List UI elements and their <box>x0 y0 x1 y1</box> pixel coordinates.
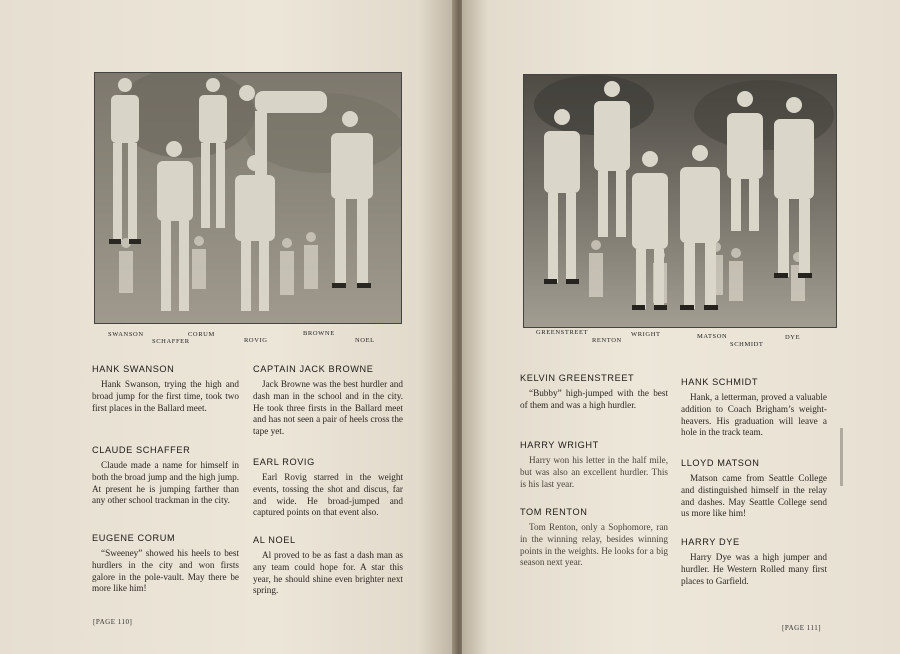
page-number-right: [PAGE 111] <box>782 624 822 632</box>
entry-name: AL NOEL <box>253 535 296 545</box>
entry-text: Harry won his letter in the half mile, but was also an excellent hurdler. This is his last year. <box>520 455 668 489</box>
entry-eugene-corum <box>92 533 239 595</box>
page-number-left: [PAGE 110] <box>93 618 133 626</box>
entry-al-noel <box>253 535 403 597</box>
entry-text: Hank Swanson, trying the high and broad jump for the first time, took two first places in the Ballard meet. <box>92 379 239 413</box>
caption-schaffer: SCHAFFER <box>152 338 190 345</box>
entry-text: Jack Browne was the best hurdler and dash man in the school and in the city. He took three firsts in the Ballard meet and has not seen a pair of heels cross the tape yet. <box>253 379 403 437</box>
caption-corum: CORUM <box>188 331 215 338</box>
entry-text: Matson came from Seattle College and distinguished himself in the relay and dashes. May Seattle College send us more like him! <box>681 473 827 519</box>
page-edge-mark <box>840 428 843 486</box>
entry-harry-wright <box>520 440 668 490</box>
caption-browne: BROWNE <box>303 330 335 337</box>
caption-dye: DYE <box>785 334 801 341</box>
left-team-photo <box>94 72 402 324</box>
caption-matson: MATSON <box>697 333 728 340</box>
entry-earl-rovig <box>253 457 403 519</box>
entry-tom-renton <box>520 507 668 569</box>
caption-greenstreet: GREENSTREET <box>536 329 589 336</box>
entry-name: HANK SCHMIDT <box>681 377 759 387</box>
entry-name: HANK SWANSON <box>92 364 175 374</box>
caption-schmidt: SCHMIDT <box>730 341 764 348</box>
entry-harry-dye <box>681 537 827 587</box>
caption-wright: WRIGHT <box>631 331 661 338</box>
entry-captain-jack-browne <box>253 364 403 438</box>
entry-text: “Bubby” high-jumped with the best of them and was a high hurdler. <box>520 388 668 410</box>
entry-name: KELVIN GREENSTREET <box>520 373 635 383</box>
caption-rovig: ROVIG <box>244 337 268 344</box>
caption-swanson: SWANSON <box>108 331 144 338</box>
entry-text: Tom Renton, only a Sophomore, ran in the winning relay, besides winning points in the weights. He looks for a big season next year. <box>520 522 668 568</box>
caption-renton: RENTON <box>592 337 622 344</box>
entry-text: Hank, a letterman, proved a valuable addition to Coach Brigham’s weight-heavers. His graduation will leave a hole in the track team. <box>681 392 827 438</box>
entry-text: Harry Dye was a high jumper and hurdler. He Western Rolled many first places to Garfield. <box>681 552 827 586</box>
entry-text: Claude made a name for himself in both the broad jump and the high jump. At present he is jumping farther than any other school trackman in the city. <box>92 460 239 506</box>
entry-name: HARRY DYE <box>681 537 740 547</box>
entry-name: TOM RENTON <box>520 507 588 517</box>
entry-name: EARL ROVIG <box>253 457 315 467</box>
entry-hank-swanson <box>92 364 239 414</box>
caption-noel: NOEL <box>355 337 375 344</box>
entry-name: LLOYD MATSON <box>681 458 760 468</box>
right-page <box>462 0 900 654</box>
entry-text: “Sweeney” showed his heels to best hurdlers in the city and won firsts galore in the pole-vault. May there be more like him! <box>92 548 239 594</box>
entry-name: CAPTAIN JACK BROWNE <box>253 364 374 374</box>
entry-name: EUGENE CORUM <box>92 533 176 543</box>
entry-lloyd-matson <box>681 458 827 520</box>
entry-claude-schaffer <box>92 445 239 507</box>
entry-hank-schmidt <box>681 377 827 439</box>
entry-name: CLAUDE SCHAFFER <box>92 445 191 455</box>
entry-text: Al proved to be as fast a dash man as any team could hope for. A star this year, he should shine even brighter next spring. <box>253 550 403 596</box>
entry-name: HARRY WRIGHT <box>520 440 599 450</box>
right-team-photo <box>523 74 837 328</box>
entry-kelvin-greenstreet <box>520 373 668 412</box>
entry-text: Earl Rovig starred in the weight events, tossing the shot and discus, far and wide. He broad-jumped and captured points on that event also. <box>253 472 403 518</box>
